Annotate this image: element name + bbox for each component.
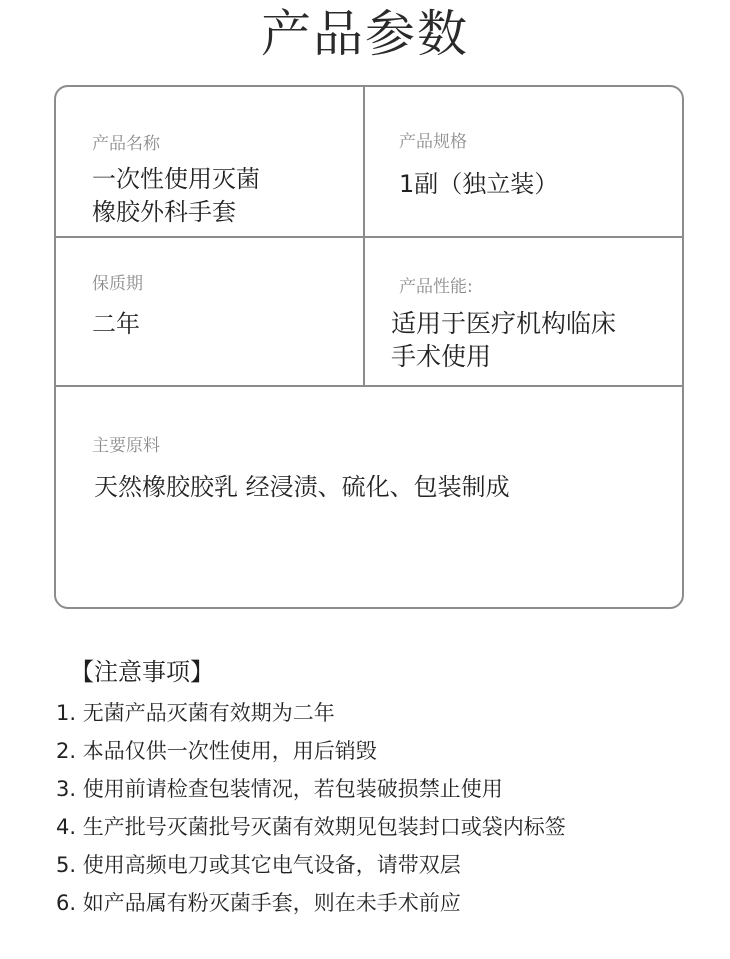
notes-list: [56, 694, 566, 922]
page-title: 产品参数: [261, 5, 469, 63]
spec-label: 产品性能:: [399, 277, 473, 297]
table-divider-row-2: [56, 385, 684, 387]
spec-cell-shelf-life: [92, 273, 143, 341]
table-divider-row-1: [56, 236, 684, 238]
spec-value: 适用于医疗机构临床 手术使用: [391, 309, 617, 371]
note-item: 3. 使用前请检查包装情况，若包装破损禁止使用: [56, 777, 503, 801]
spec-cell-materials: [92, 435, 508, 504]
spec-label: 产品名称: [92, 134, 160, 154]
spec-value: 二年: [92, 310, 140, 338]
spec-value: 1副（独立装）: [399, 170, 559, 198]
spec-label: 保质期: [92, 274, 143, 294]
spec-value: 天然橡胶胶乳 经浸渍、硫化、包装制成: [94, 473, 510, 501]
spec-cell-product-spec: [399, 131, 558, 201]
spec-value: 一次性使用灭菌 橡胶外科手套: [92, 165, 260, 226]
note-item: 5. 使用高频电刀或其它电气设备，请带双层: [56, 853, 461, 877]
note-item: 4. 生产批号灭菌批号灭菌有效期见包装封口或袋内标签: [56, 815, 566, 839]
spec-cell-product-name: [92, 133, 260, 229]
note-item: 2. 本品仅供一次性使用，用后销毁: [56, 739, 377, 763]
note-item: 6. 如产品属有粉灭菌手套，则在未手术前应: [56, 891, 461, 915]
note-item: 1. 无菌产品灭菌有效期为二年: [56, 701, 335, 725]
spec-label: 主要原料: [92, 436, 160, 456]
spec-cell-performance: [391, 276, 624, 373]
spec-label: 产品规格: [399, 132, 467, 152]
notes-title: 【注意事项】: [70, 658, 214, 686]
product-spec-table: [54, 85, 684, 609]
